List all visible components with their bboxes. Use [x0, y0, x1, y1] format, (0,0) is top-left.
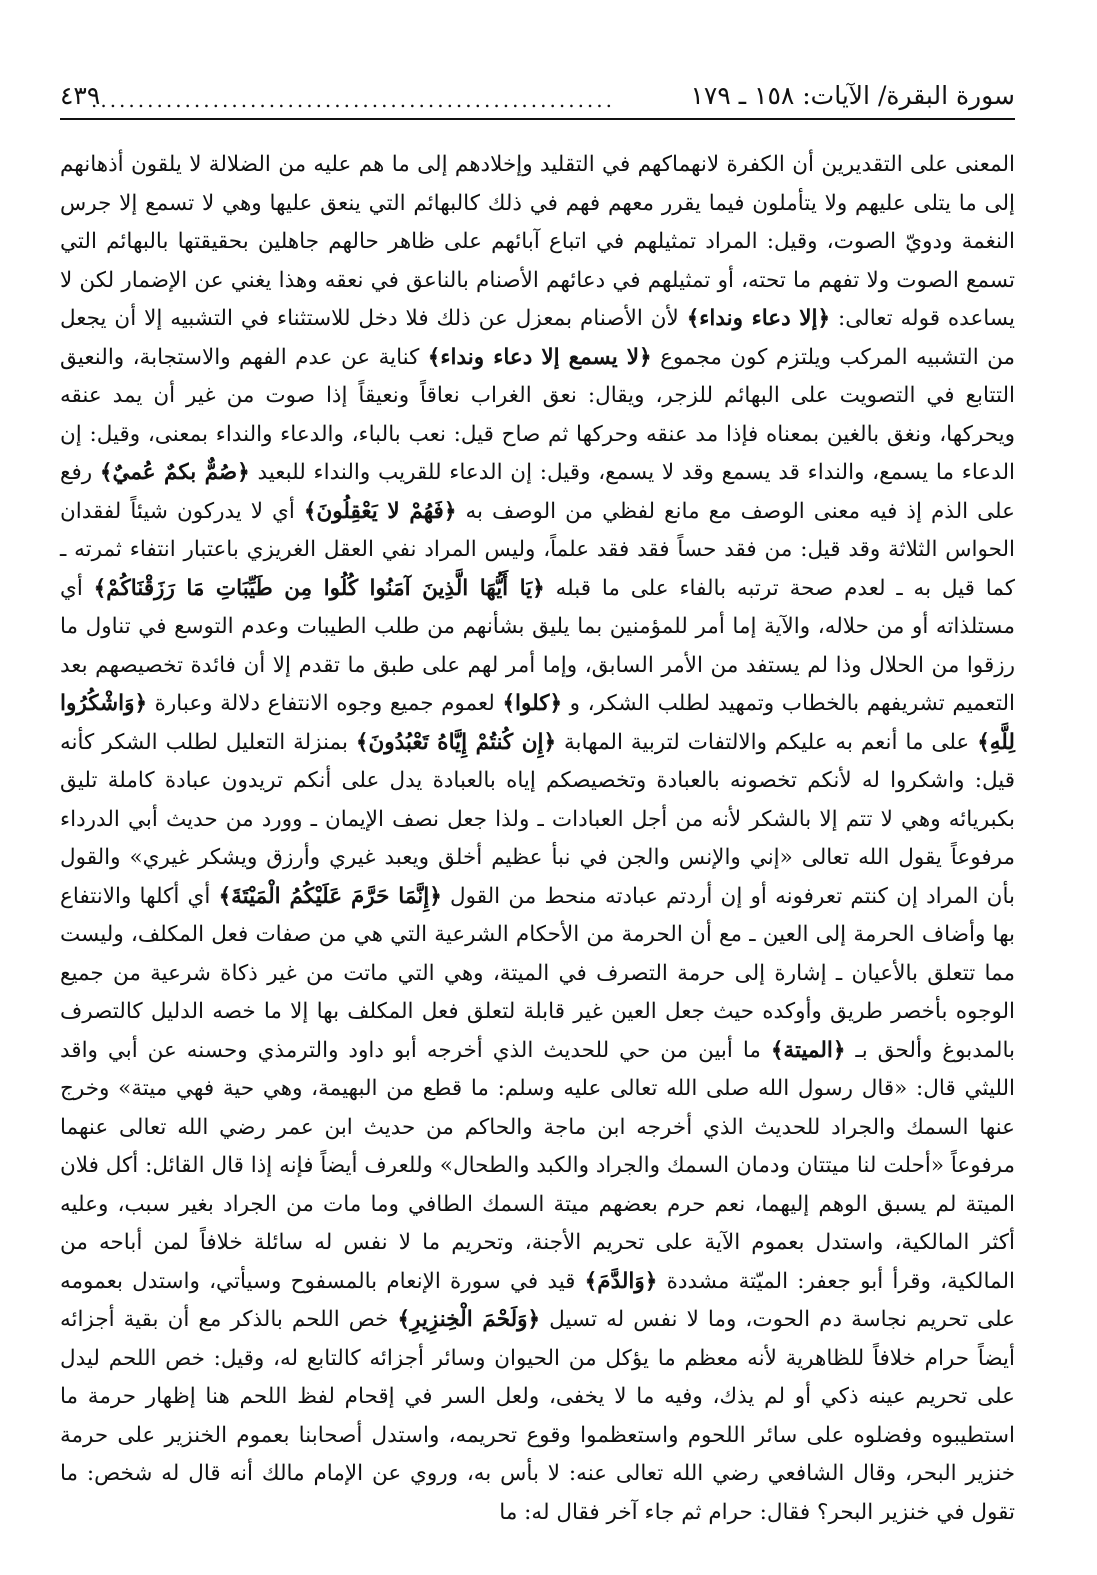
commentary-paragraph — [60, 146, 1015, 1532]
text-segment: لأن الأصنام بمعزل عن ذلك فلا دخل للاستثناء في التشبيه إلا أن يجعل من التشبيه المركب ويلتزم كون مجموع — [60, 306, 1016, 370]
header-leader-dots: ........................................................ — [90, 88, 615, 112]
page-header — [60, 78, 1015, 120]
text-segment: لعموم جميع وجوه الانتفاع دلالة وعبارة — [147, 691, 503, 716]
text-segment: خص اللحم بالذكر مع أن بقية أجزائه أيضاً حرام خلافاً للظاهرية لأنه معظم ما يؤكل من الحيوان وسائر أجزائه كالتابع له، وقيل: خص اللحم ليدل على تحريم عينه ذكي أو لم يذك، وفيه ما لا يخفى، ولعل السر في إقحام لفظ اللحم هنا إظهار حرمة ما استطيبوه وفضلوه على سائر اللحوم واستعظموا وقوع تحريمه، واستدل أصحابنا بعموم الخنزير على حرمة خنزير البحر، وقال الشافعي رضي الله تعالى عنه: لا بأس به، وروي عن الإمام مالك أنه قال له شخص: ما تقول في خنزير البحر؟ فقال: حرام ثم جاء آخر فقال له: ما — [60, 1307, 1015, 1525]
page-number: ٤٣٩ — [60, 81, 101, 110]
quran-quote: ﴿فَهُمْ لا يَعْقِلُونَ﴾ — [303, 498, 457, 524]
quran-quote: ﴿يَا أَيُّهَا الَّذِينَ آمَنُوا كُلُوا مِن طَيِّبَاتِ مَا رَزَقْنَاكُمْ﴾ — [93, 575, 545, 601]
quran-quote: ﴿وَاشْكُرُوا لِلَّهِ﴾ — [60, 691, 1015, 755]
quran-quote: ﴿وَالدَّمَ﴾ — [584, 1268, 658, 1294]
book-page — [60, 78, 1015, 1532]
text-segment: ما أبين من حي للحديث الذي أخرجه أبو داود والترمذي وحسنه عن أبي واقد الليثي قال: «قال رسول الله صلى الله تعالى عليه وسلم: ما قطع من البهيمة، وهي حية فهي ميتة» وخرج عنها السمك والجراد للحديث الذي أخرجه ابن ماجة والحاكم من حديث ابن عمر رضي الله تعالى عنهما مرفوعاً «أحلت لنا ميتتان ودمان السمك والجراد والكبد والطحال» وللعرف أيضاً فإنه إذا قال القائل: أكل فلان الميتة لم يسبق الوهم إليهما، نعم حرم بعضهم ميتة السمك الطافي وما مات من الجراد بغير سبب، وعليه أكثر المالكية، واستدل بعموم الآية على تحريم الأجنة، وتحريم ما لا نفس له سائلة خلافاً لمن أباحه من المالكية، وقرأ أبو جعفر: الميّتة مشددة — [60, 1037, 1015, 1294]
text-segment: أي أكلها والانتفاع بها وأضاف الحرمة إلى العين ـ مع أن الحرمة من الأحكام الشرعية التي هي من صفات فعل المكلف، وليست مما تتعلق بالأعيان ـ إشارة إلى حرمة التصرف في الميتة، وهي التي ماتت من غير ذكاة شرعية من جميع الوجوه بأخصر طريق وأوكده حيث جعل العين غير قابلة لتعلق فعل المكلف بها إلا ما خصه الدليل كالتصرف بالمدبوغ وألحق بـ — [60, 883, 1015, 1063]
text-segment: المعنى على التقديرين أن الكفرة لانهماكهم في التقليد وإخلادهم إلى ما هم عليه من الضلالة لا يلقون أذهانهم إلى ما يتلى عليهم ولا يتأملون فيما يقرر معهم فهم في ذلك كالبهائم التي ينعق عليها وهي لا تسمع إلا جرس النغمة ودويّ الصوت، وقيل: المراد تمثيلهم في اتباع آبائهم على ظاهر حالهم جاهلين بحقيقتها بالبهائم التي تسمع الصوت ولا تفهم ما تحته، أو تمثيلهم في دعائهم الأصنام بالناعق في نعقه وهذا يغني عن الإضمار لكن لا يساعده قوله تعالى: — [60, 152, 1016, 331]
text-segment: على ما أنعم به عليكم والالتفات لتربية المهابة — [556, 729, 978, 755]
text-segment: رفع على الذم إذ فيه معنى الوصف مع مانع لفظي من الوصف به — [60, 460, 1015, 524]
quran-quote: ﴿إِن كُنتُمْ إِيَّاهُ تَعْبُدُونَ﴾ — [355, 729, 557, 755]
running-title: سورة البقرة/ الآيات: ١٥٨ ـ ١٧٩ — [690, 81, 1015, 110]
text-segment: كناية عن عدم الفهم والاستجابة، والنعيق التتابع في التصويت على البهائم للزجر، ويقال: نعق الغراب نعاقاً ونعيقاً إذا صوت من غير أن يمد عنقه ويحركها، ونغق بالغين بمعناه فإذا مد عنقه وحركها ثم صاح قيل: نعب بالباء، والدعاء والنداء بمعنى، وقيل: إن الدعاء ما يسمع، والنداء قد يسمع وقد لا يسمع، وقيل: إن الدعاء للقريب والنداء للبعيد — [60, 344, 1016, 485]
quran-quote: ﴿لا يسمع إلا دعاء ونداء﴾ — [427, 344, 652, 370]
quran-quote: ﴿إلا دعاء ونداء﴾ — [686, 306, 831, 331]
quran-quote: ﴿وَلَحْمَ الْخِنزِيرِ﴾ — [397, 1307, 541, 1332]
text-segment: أي لا يدركون شيئاً لفقدان الحواس الثلاثة وقد قيل: من فقد حساً فقد فقد علماً، وليس المراد نفي العقل الغريزي باعتبار انتفاء ثمرته ـ كما قيل به ـ لعدم صحة ترتبه بالفاء على ما قبله — [60, 498, 1015, 601]
commentary-text — [60, 146, 1015, 1532]
text-segment: قيد في سورة الإنعام بالمسفوح وسيأتي، واستدل بعمومه على تحريم نجاسة دم الحوت، وما لا نفس له تسيل — [60, 1268, 1016, 1332]
text-segment: أي مستلذاته أو من حلاله، والآية إما أمر للمؤمنين بما يليق بشأنهم من طلب الطيبات وعدم التوسع في تناول ما رزقوا من الحلال وذا لم يستفد من الأمر السابق، وإما أمر لهم على طبق ما تقدم إلا أن فائدة تخصيصهم بعد التعميم تشريفهم بالخطاب وتمهيد لطلب الشكر، و — [60, 575, 1015, 716]
quran-quote: ﴿إِنَّمَا حَرَّمَ عَلَيْكُمُ الْمَيْتَةَ﴾ — [218, 883, 442, 909]
text-segment: بمنزلة التعليل لطلب الشكر كأنه قيل: واشكروا له لأنكم تخصونه بالعبادة وتخصيصكم إياه بالعبادة يدل على أنكم تريدون عبادة كاملة تليق بكبريائه وهي لا تتم إلا بالشكر لأنه من أجل العبادات ـ ولذا جعل نصف الإيمان ـ وورد من حديث أبي الدرداء مرفوعاً يقول الله تعالى «إني والإنس والجن في نبأ عظيم أخلق ويعبد غيري وأرزق ويشكر غيري» والقول بأن المراد إن كنتم تعرفونه أو إن أردتم عبادته منحط من القول — [60, 729, 1015, 909]
quran-quote: ﴿صُمٌّ بكمٌ عُميٌ﴾ — [99, 460, 250, 485]
quran-quote: ﴿الميتة﴾ — [770, 1037, 846, 1063]
quran-quote: ﴿كلوا﴾ — [502, 691, 563, 716]
